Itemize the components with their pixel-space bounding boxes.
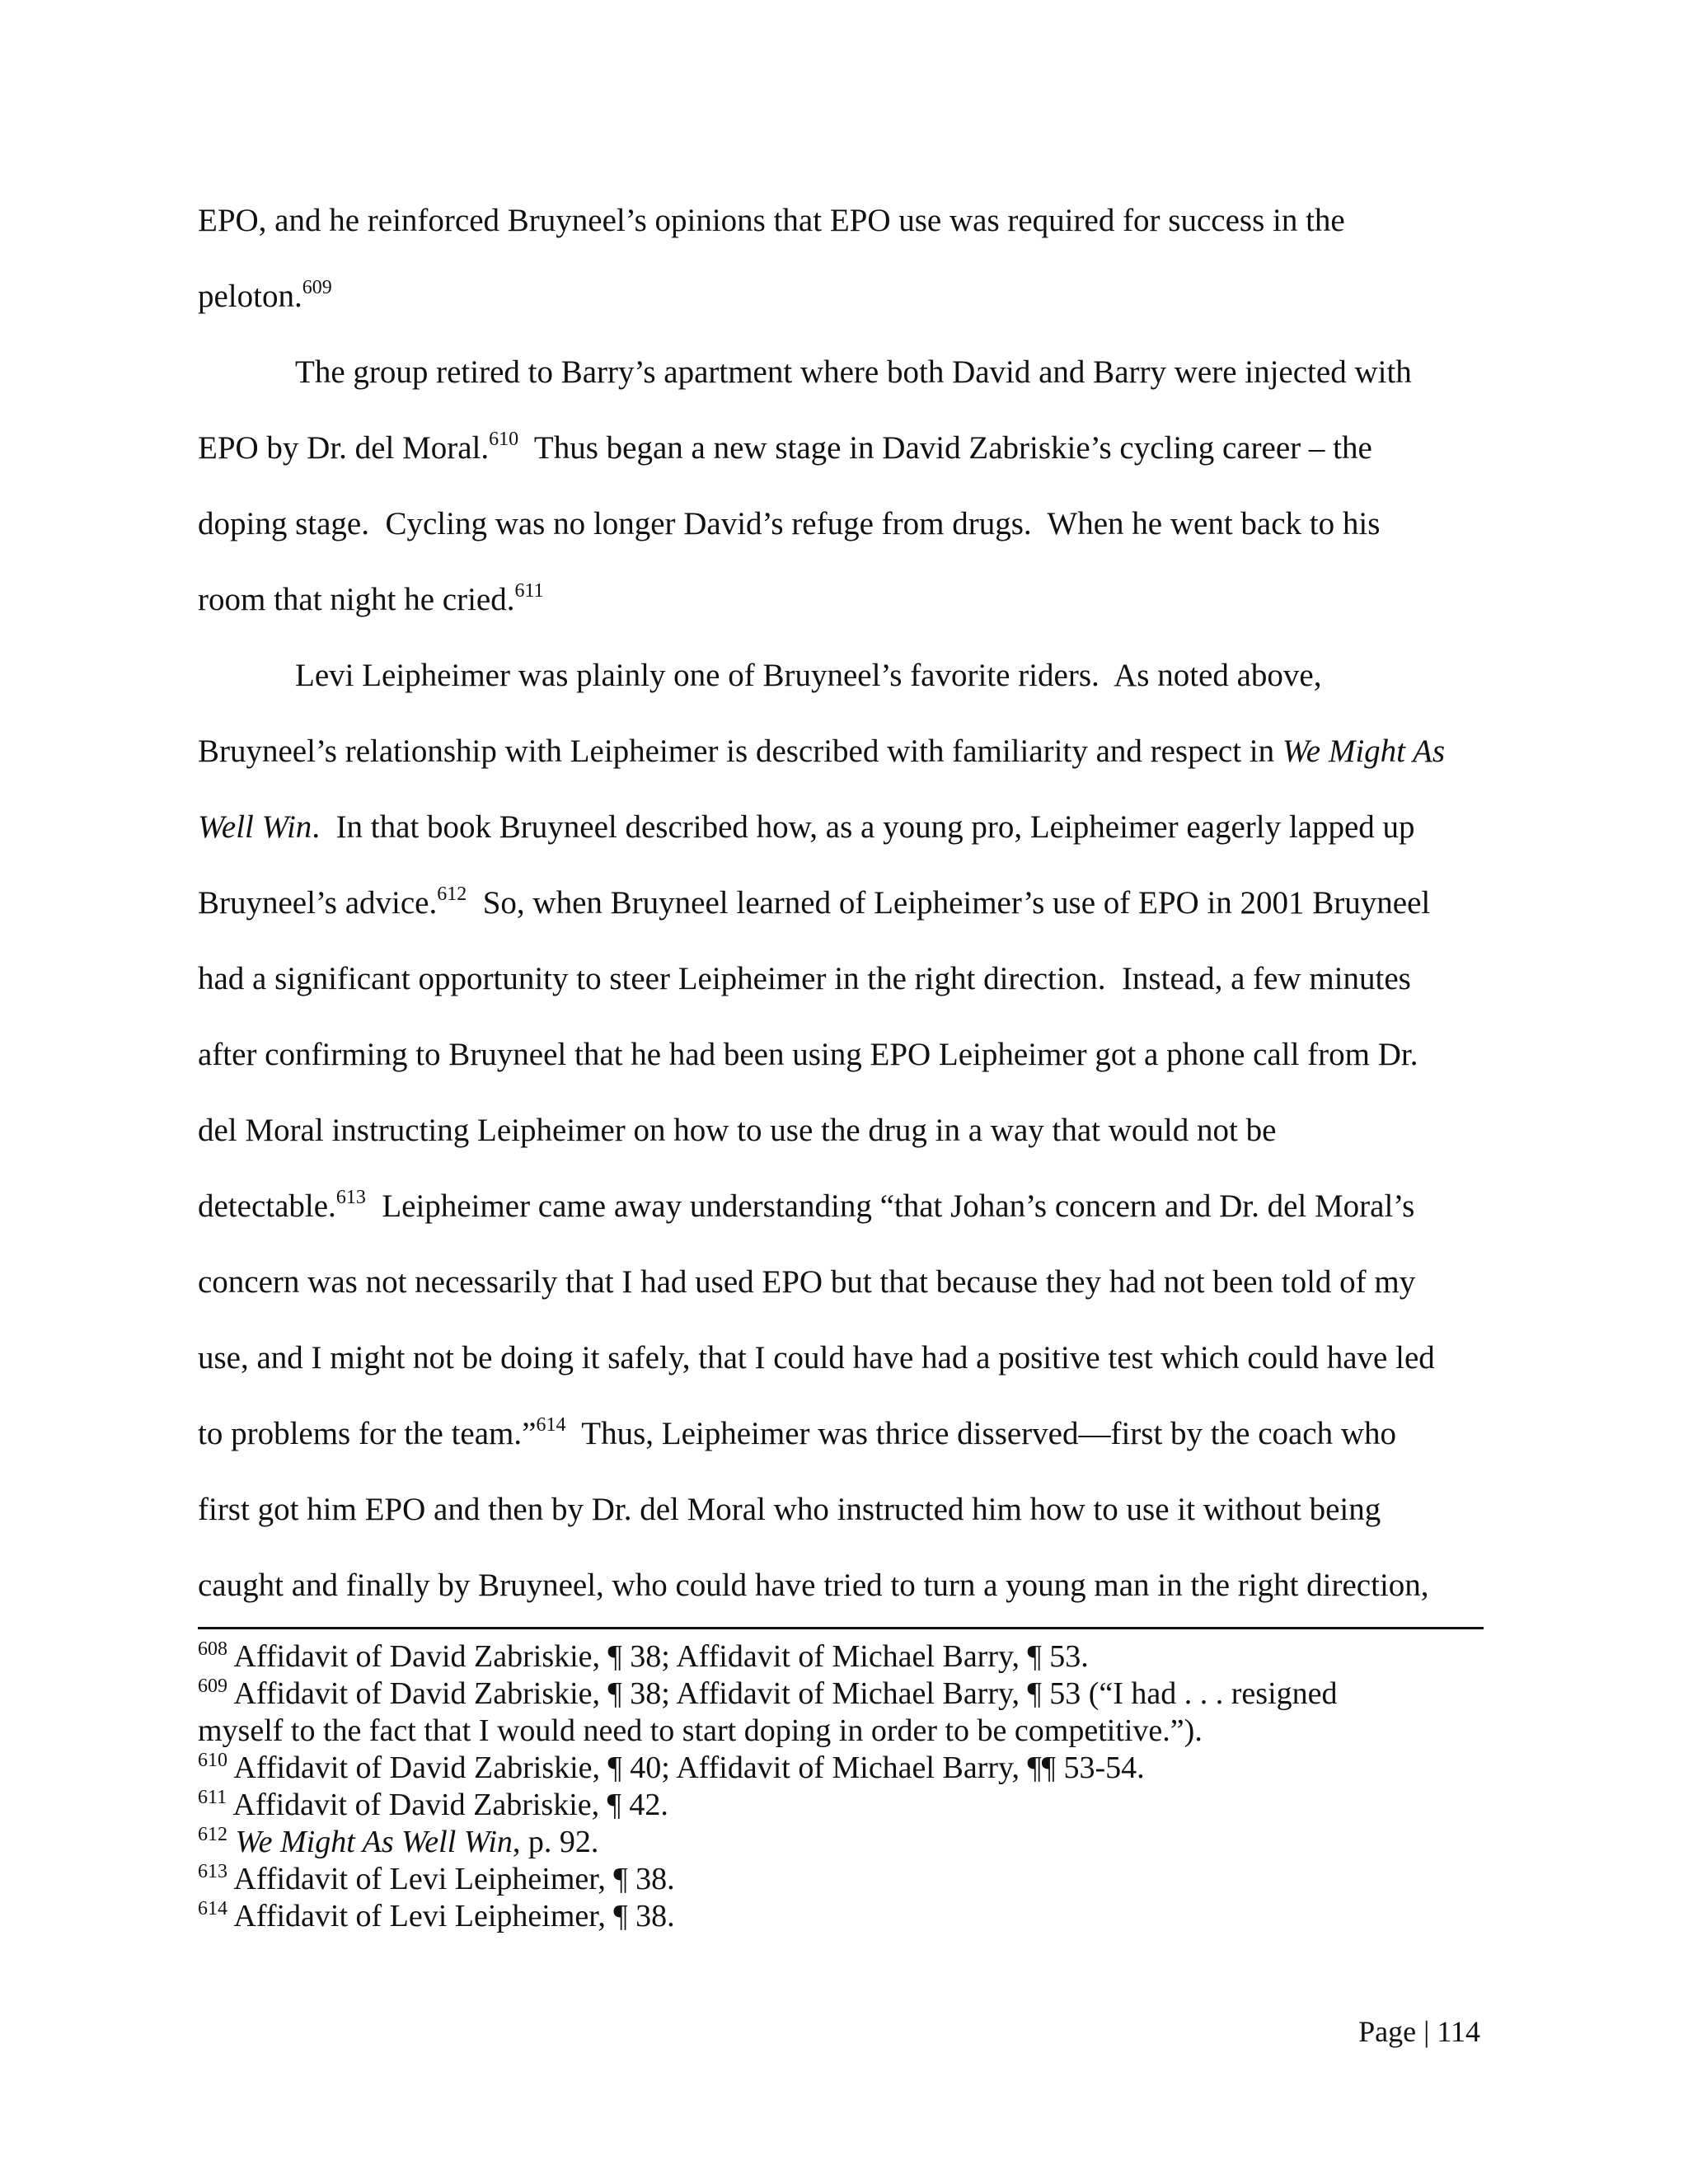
- footnote-number: 611: [198, 1787, 227, 1808]
- footnote-ref-614[interactable]: 614: [536, 1414, 566, 1436]
- footnote-613: [198, 1861, 1500, 1898]
- footnote-610: [198, 1750, 1500, 1787]
- paragraph-start: [198, 335, 1500, 410]
- body-line: [198, 941, 1500, 1017]
- page-number: Page | 114: [1358, 2015, 1480, 2048]
- text-run: EPO, and he reinforced Bruyneel’s opinions that EPO use was required for success in the: [198, 203, 1345, 238]
- body-line: [198, 486, 1500, 562]
- book-title: We Might As Well Win: [235, 1825, 513, 1859]
- body-line: [198, 1017, 1500, 1093]
- text-run: room that night he cried.: [198, 582, 515, 617]
- body-line: [198, 1472, 1500, 1548]
- text-run: use, and I might not be doing it safely, that I could have had a positive test which could have led: [198, 1340, 1435, 1376]
- text-run: Thus, Leipheimer was thrice disserved—first by the coach who: [565, 1416, 1397, 1451]
- body-line: [198, 1396, 1500, 1472]
- footnote-separator: [198, 1627, 1484, 1629]
- text-run: concern was not necessarily that I had used EPO but that because they had not been told of my: [198, 1264, 1416, 1300]
- footnote-ref-613[interactable]: 613: [335, 1187, 366, 1208]
- footnote-614: [198, 1898, 1500, 1935]
- text-run: had a significant opportunity to steer Leipheimer in the right direction. Instead, a few minutes: [198, 961, 1411, 996]
- text-run: Leipheimer came away understanding “that Johan’s concern and Dr. del Moral’s: [365, 1188, 1415, 1224]
- body-line: [198, 1093, 1500, 1169]
- text-run: So, when Bruyneel learned of Leipheimer’s use of EPO in 2001 Bruyneel: [467, 885, 1431, 921]
- footnote-number: 612: [198, 1824, 227, 1845]
- text-run: peloton.: [198, 279, 302, 314]
- body-line: [198, 865, 1500, 941]
- text-run: to problems for the team.”: [198, 1416, 537, 1451]
- footnote-number: 609: [198, 1675, 227, 1697]
- body-line: [198, 1244, 1500, 1320]
- footnote-609: [198, 1675, 1500, 1713]
- footnote-ref-609[interactable]: 609: [302, 277, 332, 298]
- footnotes: [198, 1638, 1500, 1935]
- footnote-text: Affidavit of Levi Leipheimer, ¶ 38.: [227, 1899, 675, 1933]
- text-run: The group retired to Barry’s apartment where both David and Barry were injected with: [295, 354, 1412, 390]
- body-text: [198, 183, 1500, 1624]
- text-run: Bruyneel’s advice.: [198, 885, 438, 921]
- body-line: [198, 259, 1500, 335]
- footnote-608: [198, 1638, 1500, 1675]
- footnote-number: 614: [198, 1898, 227, 1919]
- footnote-text: , p. 92.: [512, 1825, 599, 1859]
- text-run: Bruyneel’s relationship with Leipheimer is described with familiarity and respect in: [198, 733, 1282, 769]
- footnote-ref-610[interactable]: 610: [489, 429, 519, 450]
- text-run: EPO by Dr. del Moral.: [198, 430, 490, 466]
- footnote-text: Affidavit of David Zabriskie, ¶ 38; Affidavit of Michael Barry, ¶ 53 (“I had . . . resigned: [227, 1676, 1338, 1711]
- body-line: [198, 410, 1500, 486]
- body-line: [198, 790, 1500, 865]
- book-title: We Might As: [1282, 733, 1446, 769]
- footnote-611: [198, 1787, 1500, 1824]
- footnote-text: myself to the fact that I would need to start doping in order to be competitive.”).: [198, 1713, 1203, 1748]
- body-line: [198, 183, 1500, 259]
- footnote-text: Affidavit of David Zabriskie, ¶ 38; Affidavit of Michael Barry, ¶ 53.: [227, 1639, 1089, 1674]
- text-run: Levi Leipheimer was plainly one of Bruyneel’s favorite riders. As noted above,: [295, 658, 1322, 693]
- footnote-text: Affidavit of David Zabriskie, ¶ 42.: [227, 1788, 668, 1822]
- text-run: Thus began a new stage in David Zabriskie’s cycling career – the: [518, 430, 1372, 466]
- body-line: [198, 1548, 1500, 1624]
- footnote-number: 608: [198, 1638, 227, 1660]
- paragraph-start: [198, 638, 1500, 714]
- body-line: [198, 562, 1500, 638]
- footnote-ref-612[interactable]: 612: [437, 883, 467, 905]
- body-line: [198, 1169, 1500, 1244]
- footnote-609-continued: [198, 1713, 1500, 1750]
- text-run: after confirming to Bruyneel that he had been using EPO Leipheimer got a phone call from Dr.: [198, 1037, 1418, 1072]
- text-run: detectable.: [198, 1188, 336, 1224]
- footnote-text: Affidavit of David Zabriskie, ¶ 40; Affidavit of Michael Barry, ¶¶ 53-54.: [227, 1750, 1145, 1785]
- footnote-612: [198, 1824, 1500, 1861]
- footnote-ref-611[interactable]: 611: [514, 580, 544, 602]
- text-run: doping stage. Cycling was no longer David’s refuge from drugs. When he went back to his: [198, 506, 1381, 541]
- text-run: first got him EPO and then by Dr. del Moral who instructed him how to use it without being: [198, 1492, 1381, 1527]
- footnote-number: 613: [198, 1861, 227, 1882]
- text-run: caught and finally by Bruyneel, who could have tried to turn a young man in the right direction,: [198, 1568, 1429, 1603]
- text-run: del Moral instructing Leipheimer on how to use the drug in a way that would not be: [198, 1113, 1277, 1148]
- footnote-text: Affidavit of Levi Leipheimer, ¶ 38.: [227, 1862, 675, 1896]
- footnote-number: 610: [198, 1750, 227, 1771]
- body-line: [198, 714, 1500, 790]
- book-title: Well Win: [198, 809, 312, 845]
- text-run: . In that book Bruyneel described how, as a young pro, Leipheimer eagerly lapped up: [312, 809, 1415, 845]
- body-line: [198, 1320, 1500, 1396]
